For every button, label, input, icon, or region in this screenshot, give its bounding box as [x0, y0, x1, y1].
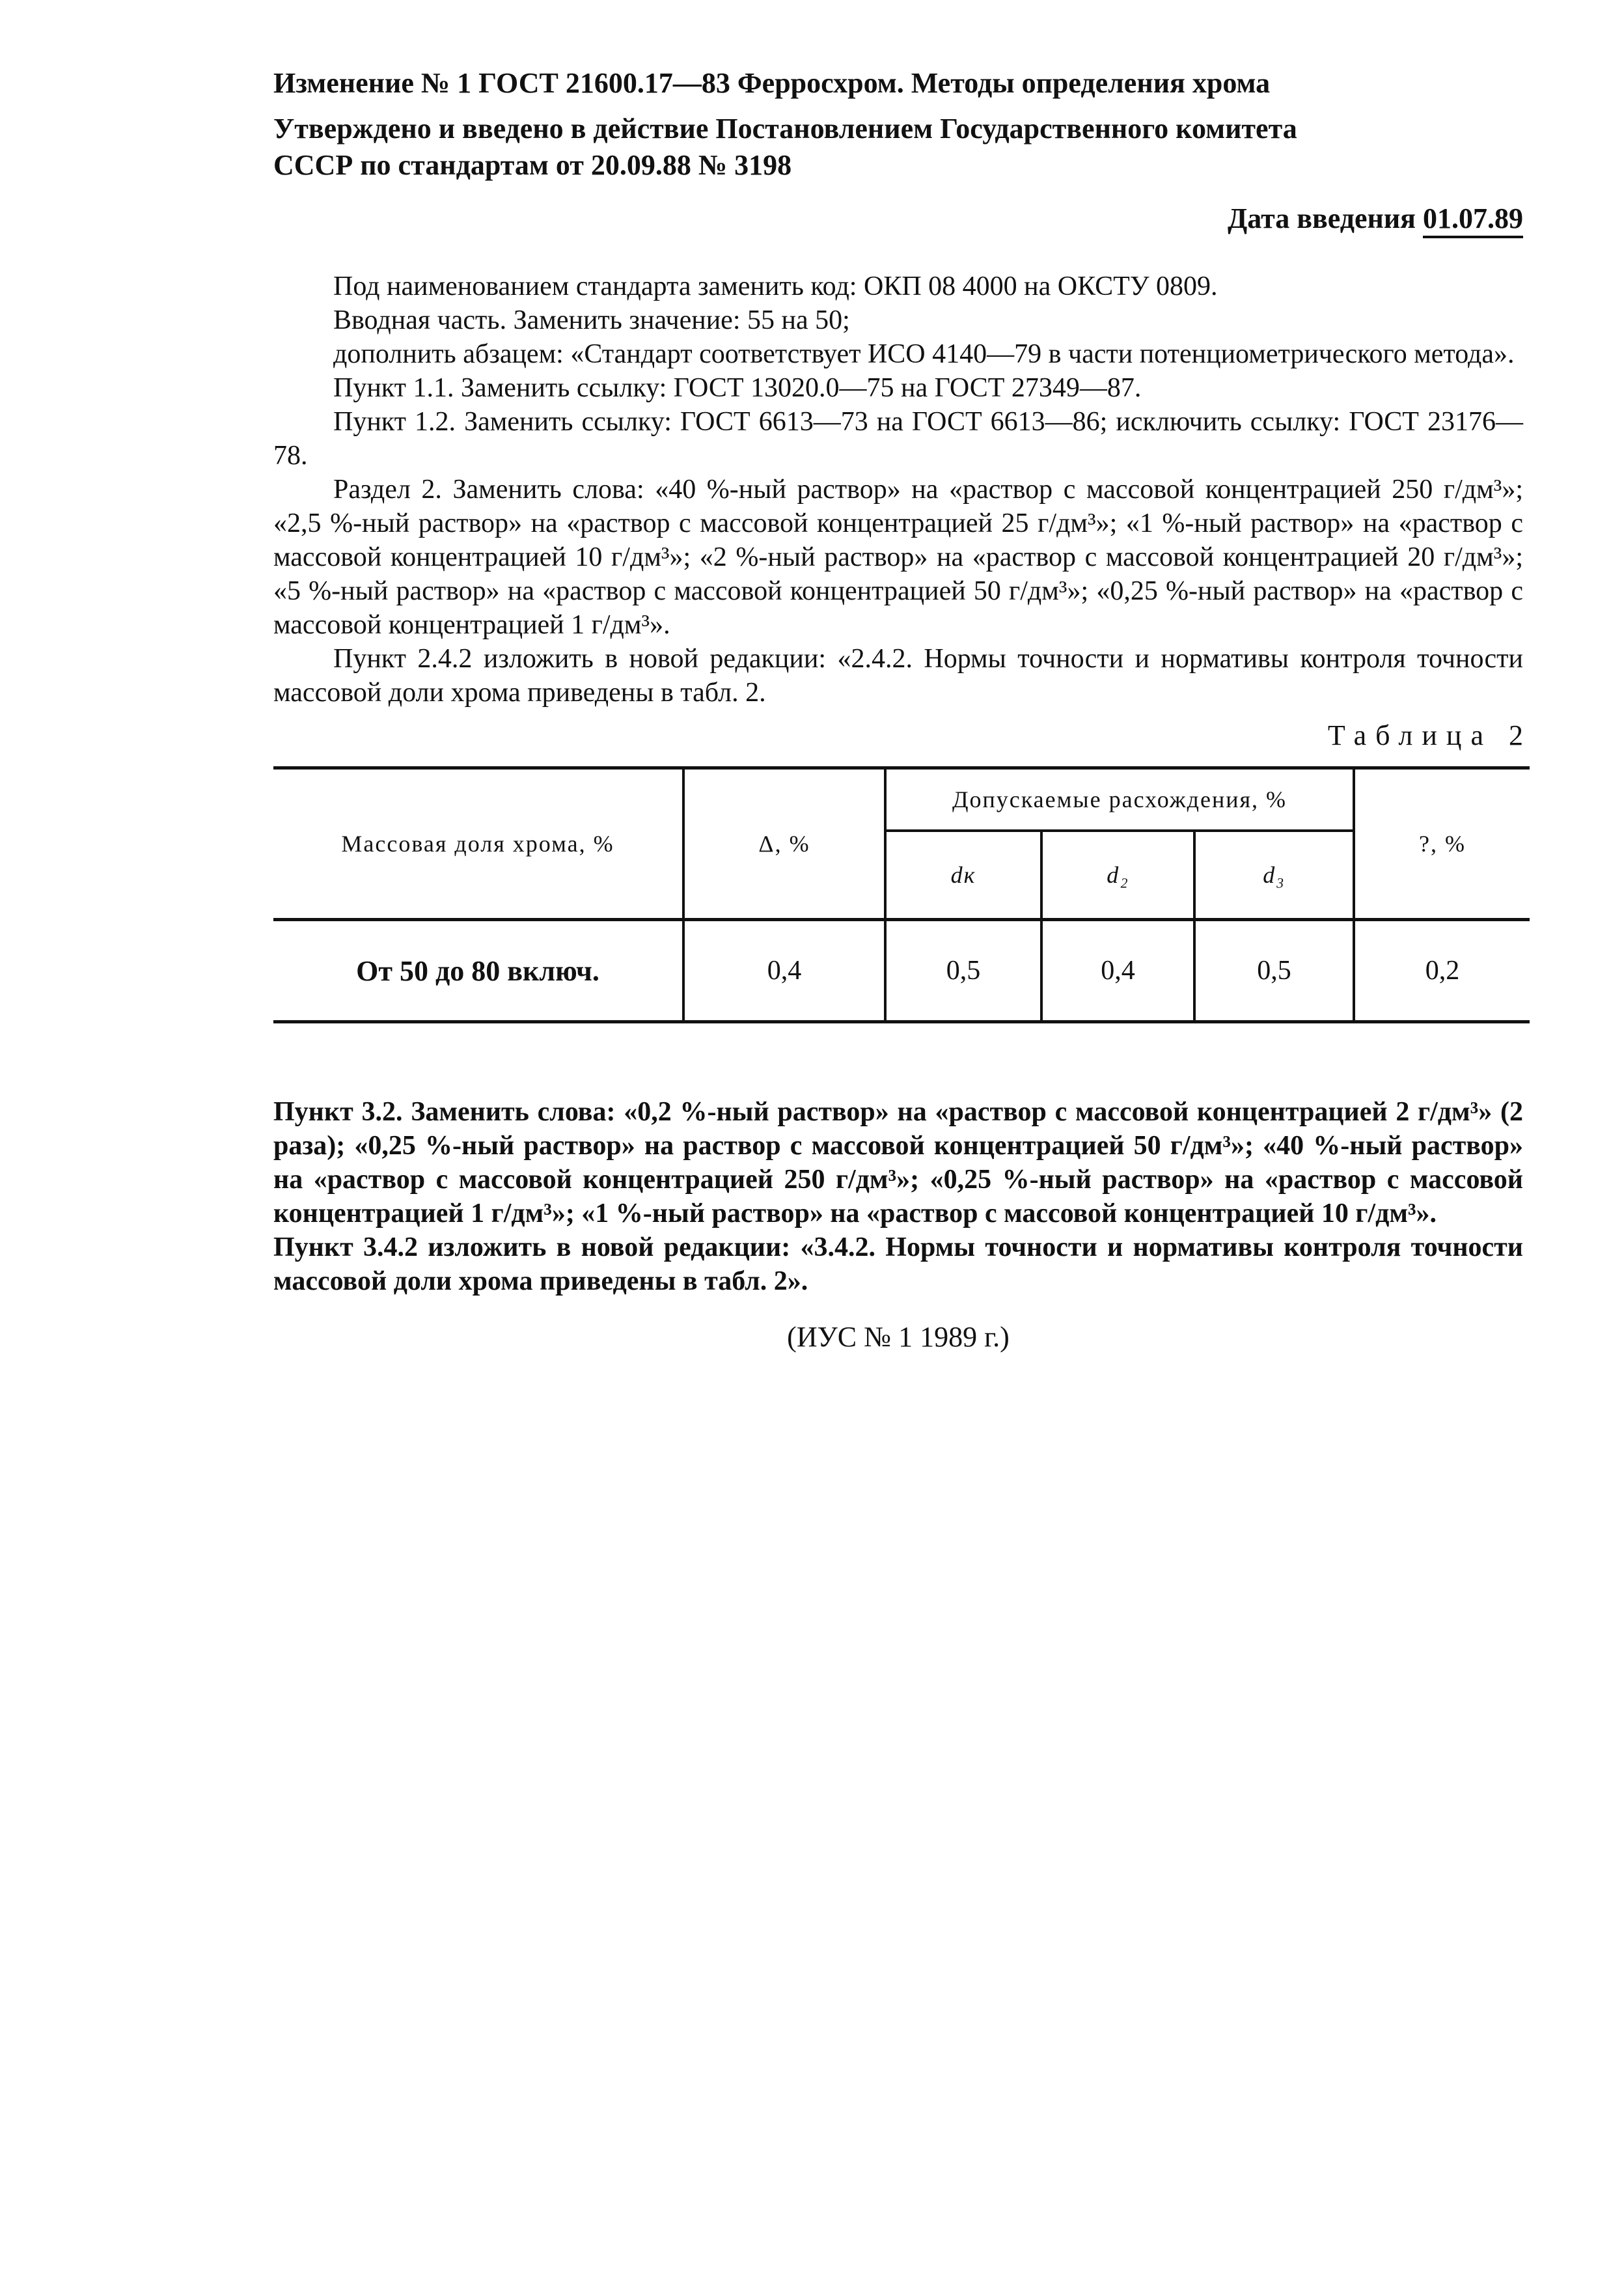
table-row	[273, 920, 1530, 1022]
col-d3: d₃	[1194, 831, 1354, 920]
paragraph-2-4-2: Пункт 2.4.2 изложить в новой редакции: «2.4.2. Нормы точности и нормативы контроля точности массовой доли хрома приведены в табл. 2.	[273, 644, 1523, 708]
paragraph-addition: дополнить абзацем: «Стандарт соответствует ИСО 4140—79 в части потенциометрического метода».	[333, 339, 1515, 369]
cell-d2: 0,4	[1041, 920, 1194, 1022]
col-mass-fraction: Массовая доля хрома, %	[341, 831, 614, 857]
paragraph-section-2: Раздел 2. Заменить слова: «40 %-ный раствор» на «раствор с массовой концентрацией 250 г/дм³»; «2,5 %-ный раствор» на «раствор с массовой концентрацией 25 г/дм³»; «1 %-ный раствор» на «раствор с массовой концентрацией 10 г/дм³»; «2 %-ный раствор» на «раствор с массовой концентрацией 20 г/дм³»; «5 %-ный раствор» на «раствор с массовой концентрацией 50 г/дм³»; «0,25 %-ный раствор» на «раствор с массовой концентрацией 1 г/дм³».	[273, 475, 1523, 640]
cell-last: 0,2	[1354, 920, 1530, 1022]
paragraph-code: Под наименованием стандарта заменить код: ОКП 08 4000 на ОКСТУ 0809.	[333, 271, 1218, 301]
col-dk: dк	[885, 831, 1041, 920]
norms-table	[273, 766, 1530, 1023]
table-caption: Таблица 2	[1327, 719, 1532, 751]
document-page	[273, 65, 1532, 1353]
col-d2: d₂	[1041, 831, 1194, 920]
amendment-title: Изменение № 1 ГОСТ 21600.17—83 Ферросхром. Методы определения хрома	[273, 67, 1271, 99]
cell-dk: 0,5	[885, 920, 1041, 1022]
cell-d3: 0,5	[1194, 920, 1354, 1022]
cell-delta: 0,4	[683, 920, 885, 1022]
paragraph-3-4-2: Пункт 3.4.2 изложить в новой редакции: «3.4.2. Нормы точности и нормативы контроля точности массовой доли хрома приведены в табл. 2».	[273, 1232, 1523, 1296]
col-allowed-discrepancies: Допускаемые расхождения, %	[885, 768, 1354, 831]
paragraph-intro: Вводная часть. Заменить значение: 55 на 50;	[333, 305, 850, 335]
approval-line-1: Утверждено и введено в действие Постановлением Государственного комитета	[273, 113, 1297, 145]
col-last: ?, %	[1354, 768, 1530, 920]
effective-date-label: Дата введения	[1227, 202, 1416, 234]
amendment-section-3	[273, 1095, 1523, 1298]
approval-line-2: СССР по стандартам от 20.09.88 № 3198	[273, 149, 792, 181]
amendment-body	[273, 270, 1523, 710]
ius-reference: (ИУС № 1 1989 г.)	[787, 1321, 1010, 1353]
cell-range: От 50 до 80 включ.	[273, 920, 683, 1022]
paragraph-3-2: Пункт 3.2. Заменить слова: «0,2 %-ный раствор» на «раствор с массовой концентрацией 2 г/дм³» (2 раза); «0,25 %-ный раствор» на раствор с массовой концентрацией 50 г/дм³»; «40 %-ный раствор» на «раствор с массовой концентрацией 250 г/дм³»; «0,25 %-ный раствор» на «раствор с массовой концентрацией 1 г/дм³»; «1 %-ный раствор» на «раствор с массовой концентрацией 10 г/дм³».	[273, 1097, 1523, 1228]
effective-date	[273, 201, 1523, 237]
paragraph-1-2: Пункт 1.2. Заменить ссылку: ГОСТ 6613—73 на ГОСТ 6613—86; исключить ссылку: ГОСТ 23176—78.	[273, 407, 1523, 471]
paragraph-1-1: Пункт 1.1. Заменить ссылку: ГОСТ 13020.0—75 на ГОСТ 27349—87.	[333, 373, 1142, 403]
effective-date-value: 01.07.89	[1423, 202, 1523, 238]
col-delta: Δ, %	[683, 768, 885, 920]
